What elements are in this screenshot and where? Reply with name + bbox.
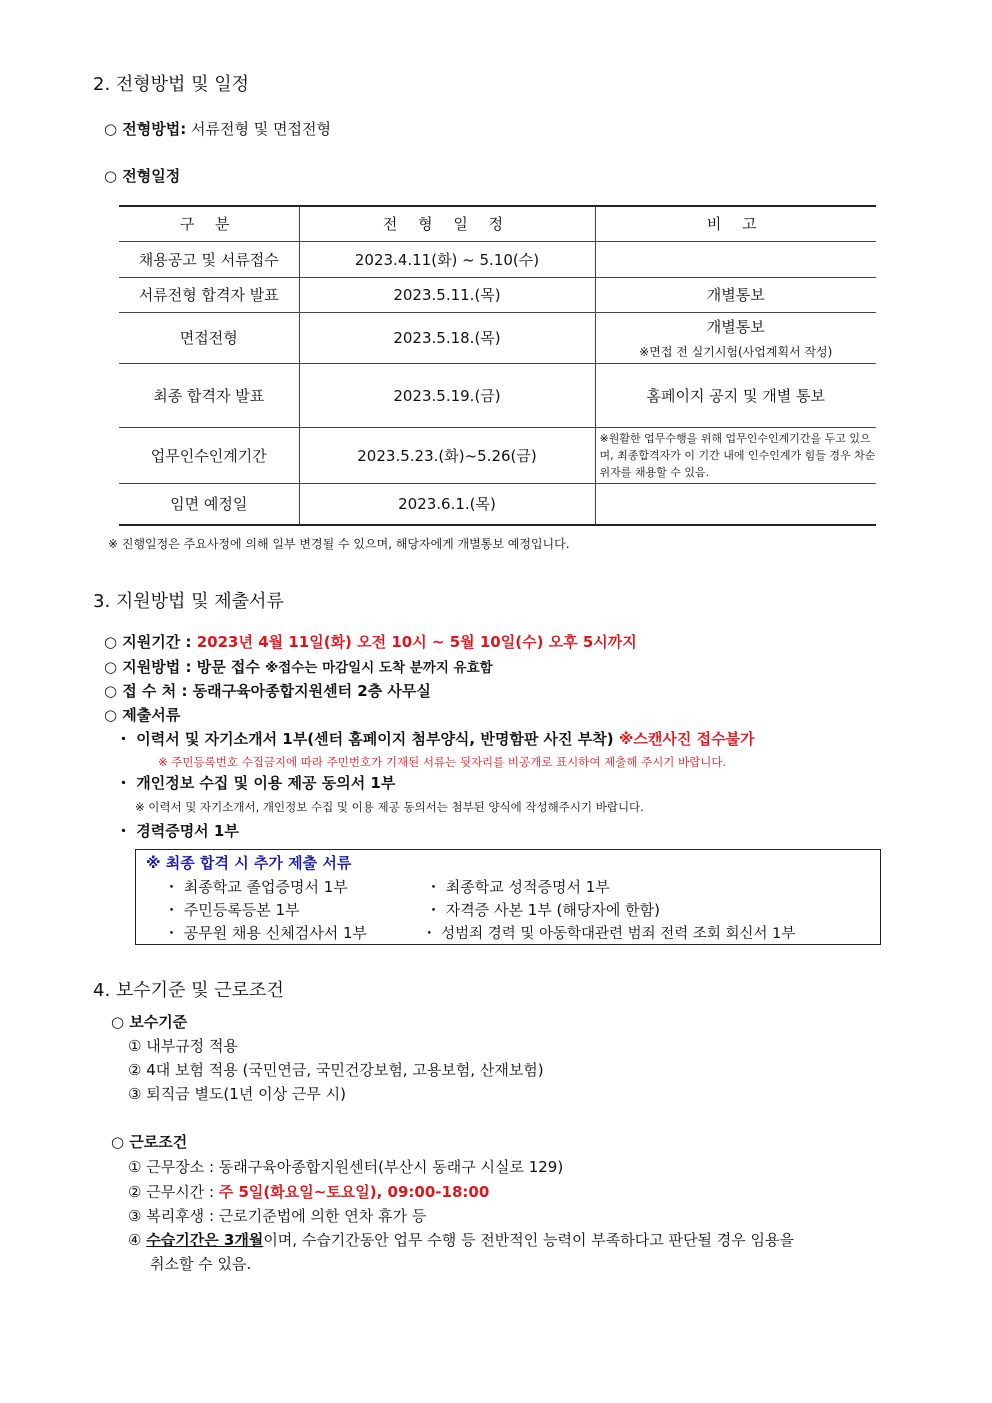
extra-docs-box (135, 849, 881, 945)
table-cell: 2023.5.18.(목) (299, 312, 595, 363)
work-hours-label: ② 근무시간 : (128, 1183, 214, 1201)
table-cell: 업무인수인계기간 (119, 427, 299, 483)
pay-item: ② 4대 보험 적용 (국민연금, 국민건강보험, 고용보험, 산재보험) (128, 1061, 544, 1079)
method-line (104, 118, 331, 139)
table-cell: 서류전형 합격자 발표 (119, 277, 299, 312)
work-probation-line2: 취소할 수 있음. (150, 1255, 252, 1273)
doc1-text: ・ 이력서 및 자기소개서 1부(센터 홈페이지 첨부양식, 반명함판 사진 부착) (116, 730, 614, 748)
method-value: 서류전형 및 면접전형 (186, 120, 331, 138)
table-cell: 최종 합격자 발표 (119, 363, 299, 427)
table-cell: 채용공고 및 서류접수 (119, 241, 299, 277)
table-cell (595, 312, 876, 363)
apply-note: ※접수는 마감일시 도착 분까지 유효함 (265, 660, 493, 676)
work-item: ③ 복리후생 : 근로기준법에 의한 연차 휴가 등 (128, 1207, 427, 1225)
schedule-label: ○ 전형일정 (104, 167, 181, 185)
doc1-note: ※ 주민등록번호 수집금지에 따라 주민번호가 기재된 서류는 뒷자리를 비공개로 표시하여 제출해 주시기 바랍니다. (158, 755, 727, 769)
doc3-line: ・ 경력증명서 1부 (116, 822, 239, 840)
apply-line (104, 656, 493, 677)
work-label: ○ 근로조건 (111, 1133, 188, 1151)
table-row (119, 363, 876, 427)
doc2-note: ※ 이력서 및 자기소개서, 개인정보 수집 및 이용 제공 동의서는 첨부된 양식에 작성해주시기 바랍니다. (135, 800, 644, 814)
section-3-title: 3. 지원방법 및 제출서류 (93, 591, 284, 612)
extra-doc-item: ・ 성범죄 경력 및 아동학대관련 범죄 전력 조회 회신서 1부 (422, 926, 796, 942)
work-item (128, 1181, 489, 1202)
table-cell-main: 개별통보 (706, 317, 765, 336)
table-header-row (119, 206, 876, 241)
place-line: ○ 접 수 처 : 동래구육아종합지원센터 2층 사무실 (104, 682, 431, 700)
extra-doc-item: ・ 자격증 사본 1부 (해당자에 한함) (426, 901, 660, 919)
table-cell: 2023.5.19.(금) (299, 363, 595, 427)
table-cell: 2023.5.11.(목) (299, 277, 595, 312)
table-cell: 2023.4.11(화) ~ 5.10(수) (299, 241, 595, 277)
method-label: ○ 전형방법: (104, 120, 187, 138)
table-cell: 2023.5.23.(화)~5.26(금) (299, 427, 595, 483)
docs-label: ○ 제출서류 (104, 706, 181, 724)
table-cell (595, 483, 876, 525)
table-cell: 면접전형 (119, 312, 299, 363)
work-hours-value: 주 5일(화요일~토요일), 09:00-18:00 (218, 1183, 490, 1201)
table-row (119, 241, 876, 277)
extra-doc-item: ・ 최종학교 성적증명서 1부 (426, 878, 610, 896)
work-item: ① 근무장소 : 동래구육아종합지원센터(부산시 동래구 시실로 129) (128, 1158, 564, 1176)
table-cell-note: ※원활한 업무수행을 위해 업무인수인계기간을 두고 있으며, 최종합격자가 이 기간 내에 인수인계가 힘들 경우 차순위자를 채용할 수 있음. (595, 427, 876, 483)
pay-item: ③ 퇴직금 별도(1년 이상 근무 시) (128, 1085, 346, 1103)
work-item (128, 1229, 794, 1250)
doc2-line: ・ 개인정보 수집 및 이용 제공 동의서 1부 (116, 774, 396, 792)
extra-doc-item: ・ 공무원 채용 신체검사서 1부 (164, 924, 368, 942)
table-cell: 2023.6.1.(목) (299, 483, 595, 525)
header-cell: 전 형 일 정 (299, 206, 595, 241)
period-label: ○ 지원기간 : (104, 633, 192, 651)
table-cell: 개별통보 (595, 277, 876, 312)
period-value: 2023년 4월 11일(화) 오전 10시 ~ 5월 10일(수) 오후 5시까지 (196, 633, 637, 651)
section-2-title: 2. 전형방법 및 일정 (93, 74, 250, 95)
work-probation-text: 이며, 수습기간동안 업무 수행 등 전반적인 능력이 부족하다고 판단될 경우 임용을 (263, 1231, 794, 1249)
work-probation-period: 수습기간은 3개월 (146, 1231, 264, 1249)
schedule-footnote: ※ 진행일정은 주요사정에 의해 일부 변경될 수 있으며, 해당자에게 개별통보 예정입니다. (108, 537, 570, 551)
table-cell (595, 241, 876, 277)
extra-doc-item: ・ 최종학교 졸업증명서 1부 (164, 878, 348, 896)
doc1-warning: ※스캔사진 접수불가 (618, 730, 755, 748)
section-4-title: 4. 보수기준 및 근로조건 (93, 980, 284, 1001)
table-row (119, 427, 876, 483)
header-cell: 비 고 (595, 206, 876, 241)
doc1-line (116, 728, 755, 749)
work-probation-num: ④ (128, 1231, 147, 1249)
extra-docs-title: ※ 최종 합격 시 추가 제출 서류 (146, 854, 352, 872)
pay-label: ○ 보수기준 (111, 1013, 188, 1031)
apply-label: ○ 지원방법 : 방문 접수 (104, 658, 260, 676)
extra-doc-item: ・ 주민등록등본 1부 (164, 901, 300, 919)
pay-item: ① 내부규정 적용 (128, 1037, 238, 1055)
period-line (104, 631, 637, 652)
schedule-table (119, 205, 876, 526)
table-row (119, 277, 876, 312)
header-cell: 구 분 (119, 206, 299, 241)
table-row (119, 483, 876, 525)
table-cell: 임면 예정일 (119, 483, 299, 525)
table-row (119, 312, 876, 363)
table-cell: 홈페이지 공지 및 개별 통보 (595, 363, 876, 427)
table-cell-note: ※면접 전 실기시험(사업계획서 작성) (639, 344, 833, 359)
